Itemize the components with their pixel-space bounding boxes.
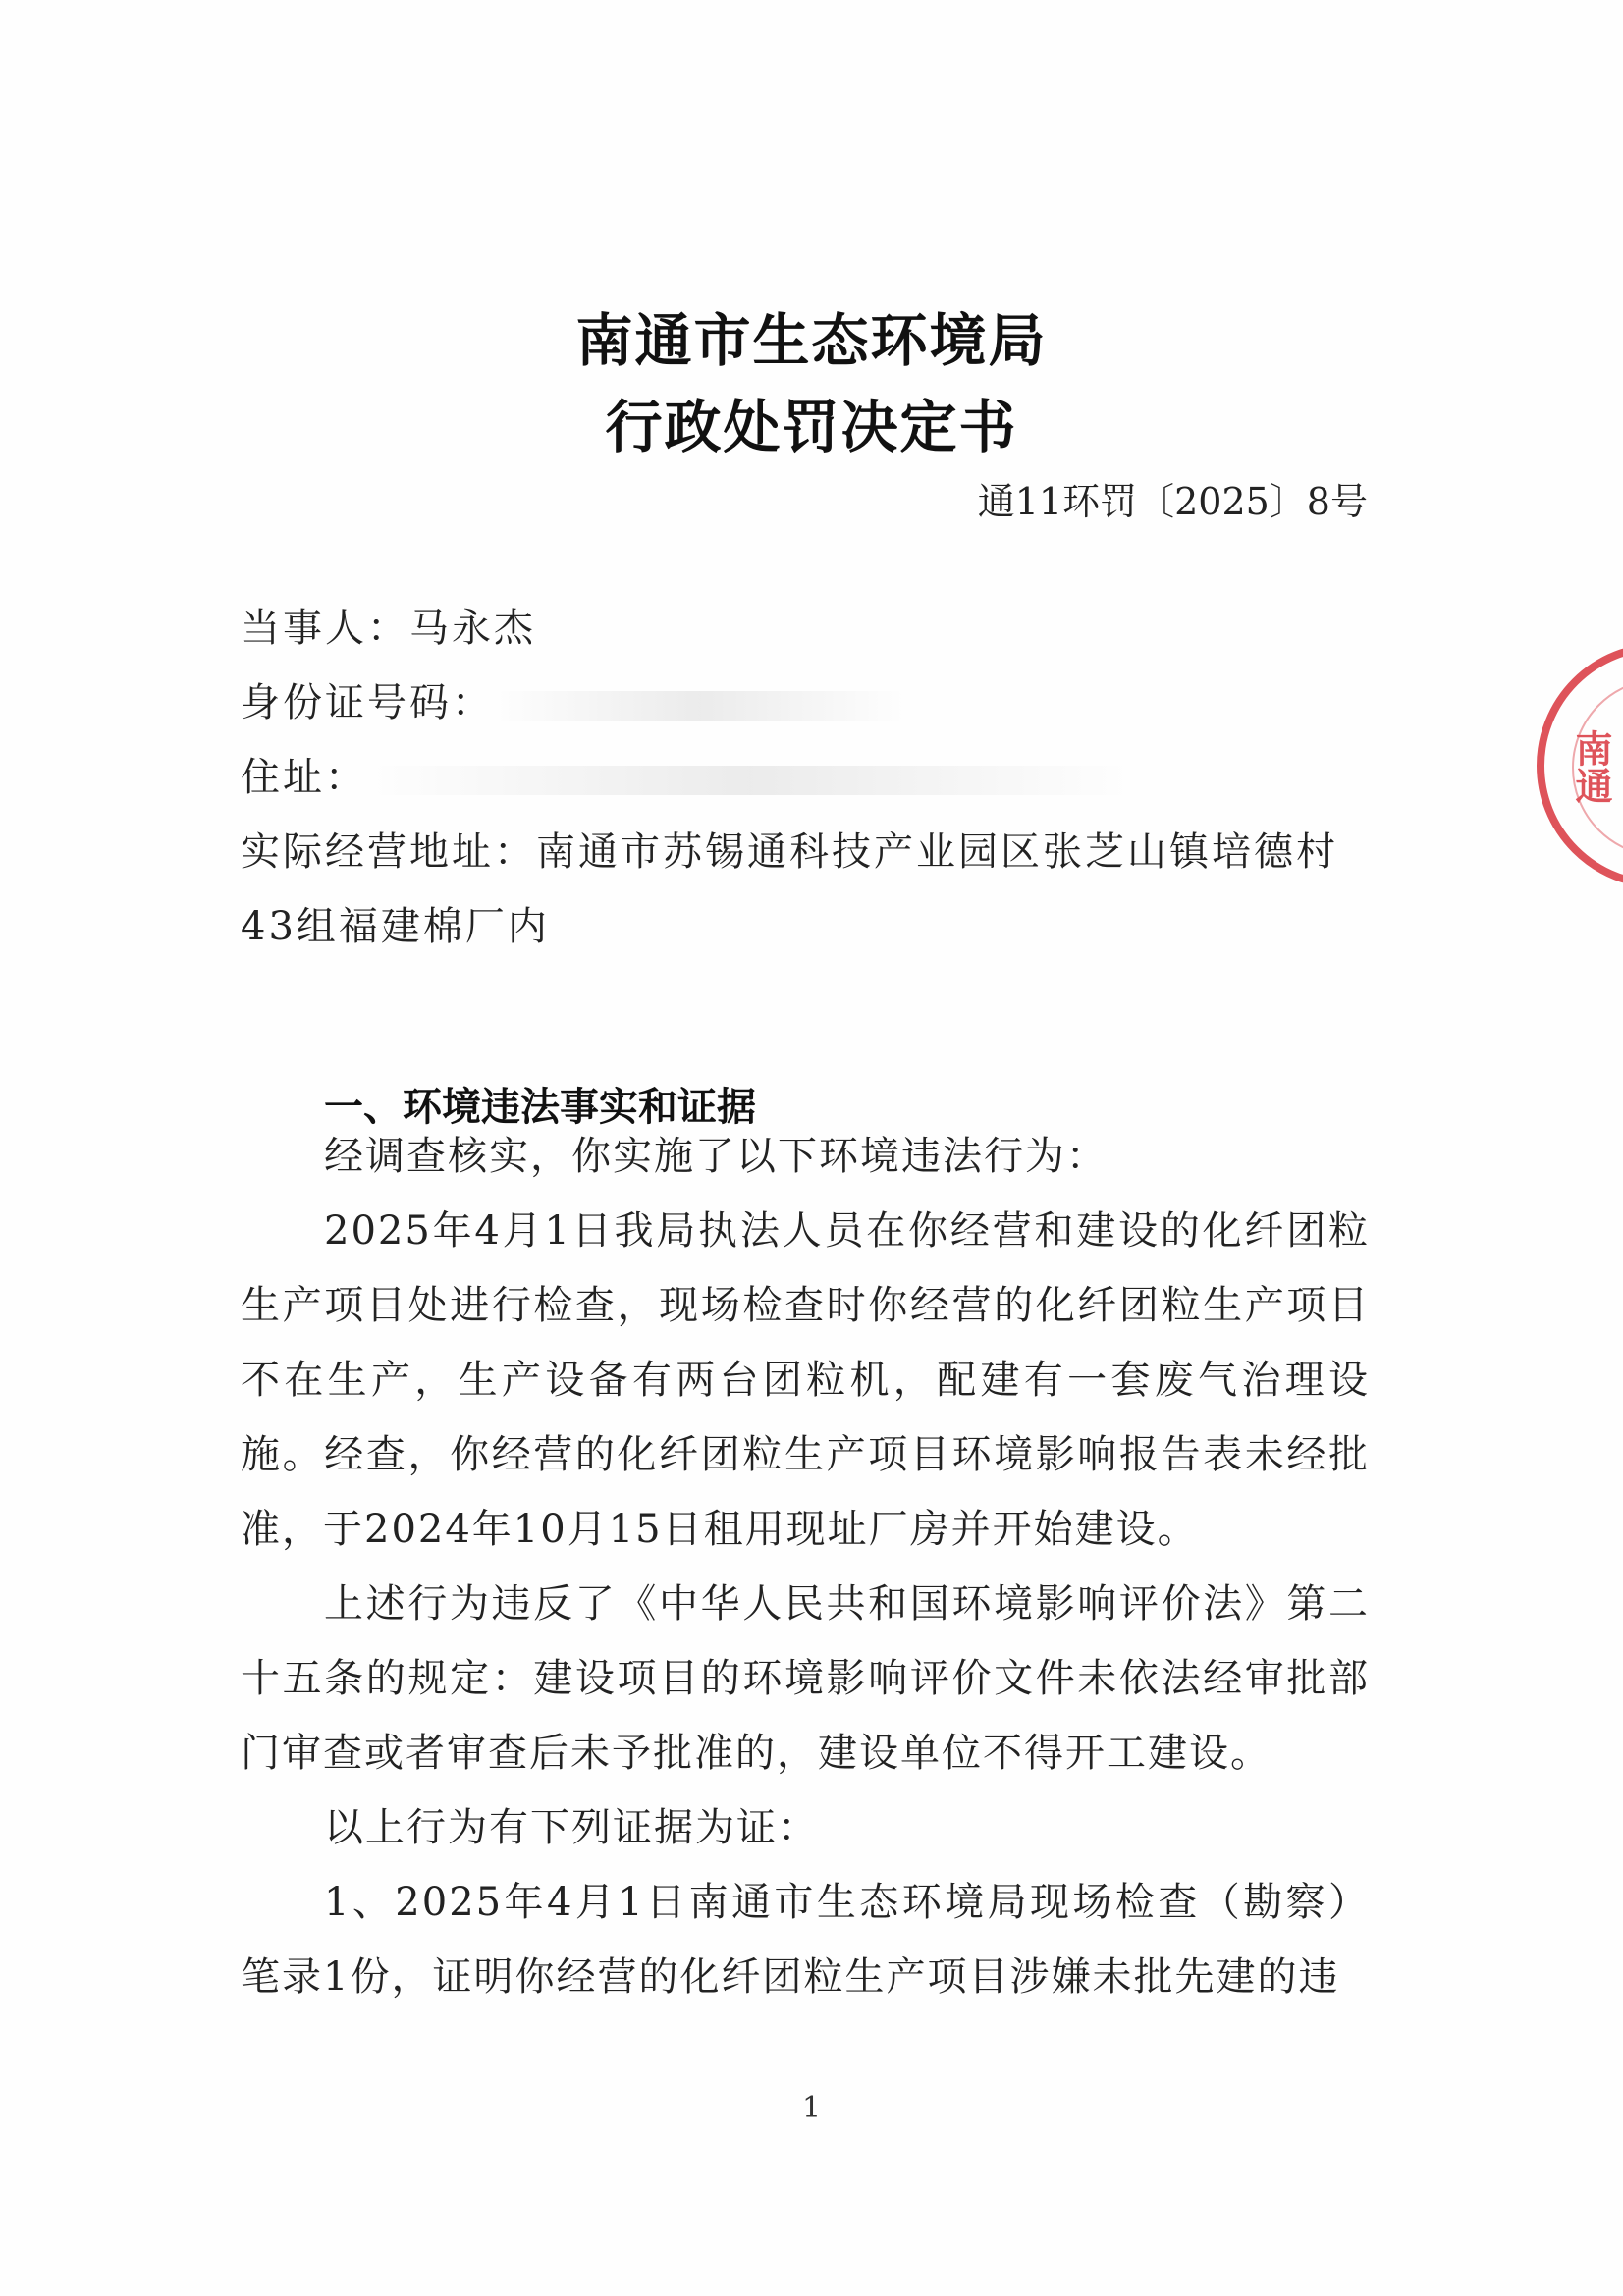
business-address-value-2: 43组福建棉厂内 [241, 904, 550, 949]
paragraph-evidence-1: 1、2025年4月1日南通市生态环境局现场检查（勘察）笔录1份，证明你经营的化纤团粒生产项目涉嫌未批先建的违 [241, 1880, 1370, 2000]
document-title-type: 行政处罚决定书 [605, 394, 1018, 460]
paragraph-law: 上述行为违反了《中华人民共和国环境影响评价法》第二十五条的规定：建设项目的环境影响评价文件未依法经审批部门审查或者审查后未予批准的，建设单位不得开工建设。 [241, 1581, 1370, 1776]
seal-text: 南通 [1569, 729, 1612, 804]
paragraph-facts: 2025年4月1日我局执法人员在你经营和建设的化纤团粒生产项目处进行检查，现场检查时你经营的化纤团粒生产项目不在生产，生产设备有两台团粒机，配建有一套废气治理设施。经查，你经营的化纤团粒生产项目环境影响报告表未经批准，于2024年10月15日租用现址厂房并开始建设。 [241, 1208, 1370, 1552]
paragraph-evidence-intro: 以上行为有下列证据为证： [324, 1805, 819, 1850]
address-redacted [367, 766, 1133, 795]
id-number-line [241, 680, 906, 725]
paragraph-intro: 经调查核实，你实施了以下环境违法行为： [324, 1134, 1108, 1179]
party-label: 当事人： [241, 606, 409, 651]
official-seal [1537, 643, 1623, 888]
page-number: 1 [801, 2091, 822, 2125]
document-title-agency: 南通市生态环境局 [575, 307, 1048, 374]
business-address-label: 实际经营地址： [241, 829, 536, 875]
business-address-line-2 [241, 904, 550, 949]
party-name: 马永杰 [409, 606, 536, 651]
id-number-redacted [494, 691, 906, 721]
address-label: 住址： [241, 755, 367, 800]
section-heading-facts: 一、环境违法事实和证据 [324, 1085, 756, 1130]
business-address-line [241, 829, 1338, 875]
party-line [241, 606, 536, 651]
id-number-label: 身份证号码： [241, 680, 494, 725]
address-line [241, 755, 1133, 800]
document-number: 通11环罚〔2025〕8号 [977, 480, 1368, 523]
business-address-value-1: 南通市苏锡通科技产业园区张芝山镇培德村 [536, 829, 1338, 875]
